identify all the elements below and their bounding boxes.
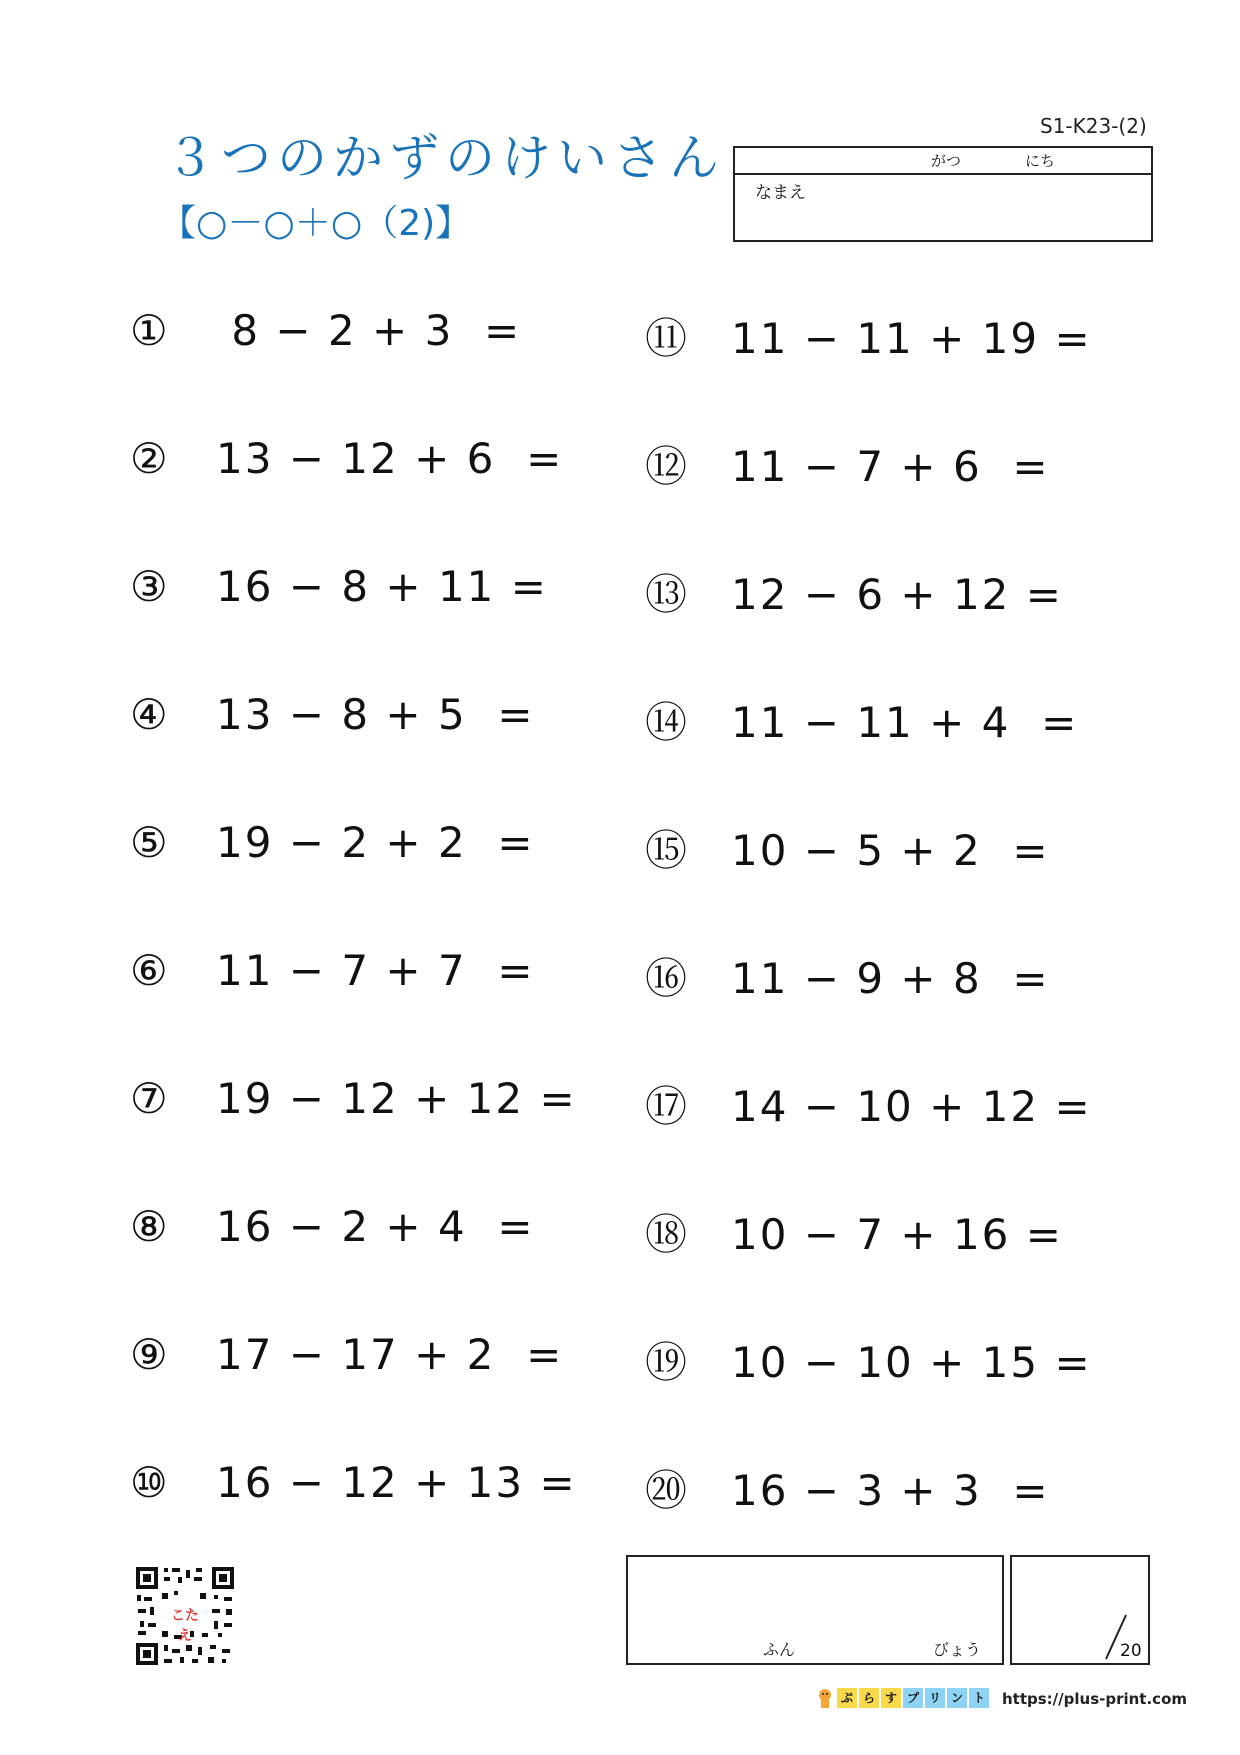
problem-expression: 13 − 8 + 5 = (216, 690, 535, 739)
problem-number: ⑱ (645, 1210, 688, 1259)
problem-12 (645, 434, 1050, 494)
worksheet-subtitle: 【○－○＋○（2)】 (160, 203, 472, 244)
footer-url-link[interactable]: https://plus-print.com (1002, 1690, 1188, 1708)
problem-13 (645, 562, 1063, 622)
problem-10 (130, 1458, 577, 1507)
problem-15 (645, 818, 1050, 878)
problem-6 (130, 946, 535, 995)
problem-11 (645, 306, 1092, 366)
qr-answer-label: こたえ (171, 1608, 199, 1644)
problem-expression: 11 − 9 + 8 = (731, 954, 1050, 1003)
problem-number: ⑳ (645, 1466, 688, 1515)
problem-expression: 13 − 12 + 6 = (216, 434, 564, 483)
problem-8 (130, 1202, 535, 1251)
problem-16 (645, 946, 1050, 1006)
problem-number: ⑬ (645, 570, 688, 619)
mascot-icon (815, 1687, 835, 1709)
problem-expression: 10 − 7 + 16 = (731, 1210, 1063, 1259)
problem-expression: 14 − 10 + 12 = (731, 1082, 1092, 1131)
problem-expression: 16 − 8 + 11 = (216, 562, 548, 611)
problem-expression: 16 − 2 + 4 = (216, 1202, 535, 1251)
problem-expression: 10 − 5 + 2 = (731, 826, 1050, 875)
worksheet-title: ３つのかずのけいさん (165, 129, 725, 187)
answer-qr-code[interactable] (134, 1565, 236, 1667)
problem-20 (645, 1458, 1050, 1518)
problem-number: ① (130, 306, 168, 355)
problem-9 (130, 1330, 563, 1379)
logo-char: リ (925, 1688, 945, 1708)
problem-number: ⑥ (130, 946, 168, 995)
problem-number: ⑦ (130, 1074, 168, 1123)
name-label: なまえ (755, 183, 806, 203)
problem-number: ⑰ (645, 1082, 688, 1131)
day-label: にち (1025, 152, 1056, 170)
problem-expression: 16 − 3 + 3 = (731, 1466, 1050, 1515)
problem-14 (645, 690, 1078, 750)
problem-number: ③ (130, 562, 168, 611)
problem-number: ⑭ (645, 698, 688, 747)
date-row[interactable] (735, 148, 1151, 175)
logo-char: ぷ (837, 1688, 857, 1708)
problem-expression: 11 − 11 + 4 = (731, 698, 1079, 747)
minutes-label: ふん (763, 1640, 796, 1659)
score-total: 20 (1120, 1641, 1142, 1661)
problem-expression: 11 − 7 + 7 = (216, 946, 535, 995)
problem-number: ⑫ (645, 442, 688, 491)
problem-number: ⑧ (130, 1202, 168, 1251)
problem-number: ⑲ (645, 1338, 688, 1387)
logo-char: す (881, 1688, 901, 1708)
logo-char: プ (903, 1688, 923, 1708)
problem-expression: 11 − 11 + 19 = (731, 314, 1092, 363)
problem-18 (645, 1202, 1063, 1262)
problem-expression: 19 − 2 + 2 = (216, 818, 535, 867)
problem-number: ⑤ (130, 818, 168, 867)
problem-5 (130, 818, 535, 867)
problem-3 (130, 562, 548, 611)
problem-number: ② (130, 434, 168, 483)
problem-1 (130, 306, 521, 355)
problem-17 (645, 1074, 1092, 1134)
problem-expression: 11 − 7 + 6 = (731, 442, 1050, 491)
problem-number: ⑯ (645, 954, 688, 1003)
problem-expression: 8 − 2 + 3 = (216, 306, 522, 355)
problem-expression: 16 − 12 + 13 = (216, 1458, 577, 1507)
problem-19 (645, 1330, 1092, 1390)
logo-char: ト (969, 1688, 989, 1708)
logo-char: ン (947, 1688, 967, 1708)
score-box[interactable] (1010, 1555, 1150, 1665)
problem-number: ⑨ (130, 1330, 168, 1379)
problem-expression: 17 − 17 + 2 = (216, 1330, 564, 1379)
month-label: がつ (931, 152, 962, 170)
problem-expression: 19 − 12 + 12 = (216, 1074, 577, 1123)
worksheet-code: S1-K23-(2) (1040, 114, 1147, 138)
time-record-box[interactable] (626, 1555, 1004, 1665)
name-date-box[interactable] (733, 146, 1153, 242)
plus-print-logo (815, 1686, 989, 1710)
problem-2 (130, 434, 563, 483)
problem-number: ⑪ (645, 314, 688, 363)
problem-expression: 10 − 10 + 15 = (731, 1338, 1092, 1387)
problem-number: ⑩ (130, 1458, 168, 1507)
problem-4 (130, 690, 535, 739)
problem-expression: 12 − 6 + 12 = (731, 570, 1063, 619)
problem-number: ⑮ (645, 826, 688, 875)
problem-7 (130, 1074, 577, 1123)
logo-char: ら (859, 1688, 879, 1708)
problem-number: ④ (130, 690, 168, 739)
seconds-label: びょう (933, 1640, 982, 1659)
